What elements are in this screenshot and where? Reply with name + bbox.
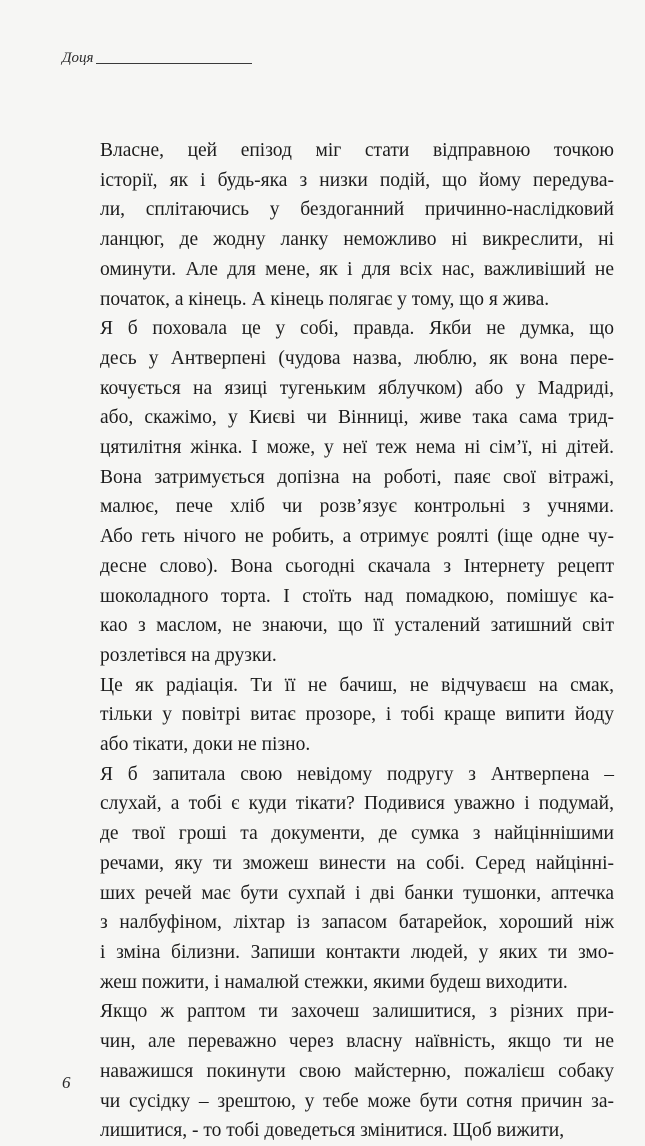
text-line: де твої гроші та документи, де сумка з найціннішими [100,823,614,845]
text-line: з налбуфіном, ліхтар із запасом батарейок, хороший ніж [100,912,614,934]
text-line: Я б запитала свою невідому подругу з Антверпена – [100,763,614,785]
text-line: Власне, цей епізод міг стати відправною точкою [100,140,614,161]
text-line: шоколадного торта. І стоїть над помадкою, помішує ка- [100,585,614,607]
text-line: історії, як і будь-яка з низки подій, що йому передува- [100,169,614,191]
text-line: Або геть нічого не робить, а отримує роялті (іще одне чу- [100,526,614,548]
paragraph [62,760,614,998]
text-line: Це як радіація. Ти її не бачиш, не відчуваєш на смак, [100,674,614,696]
text-line: або тікати, доки не пізно. [100,734,311,756]
body-text [62,136,614,1146]
text-line: і зміна білизни. Запиши контакти людей, у яких ти змо- [100,941,614,963]
text-line: або, скажімо, у Києві чи Вінниці, живе така сама трид- [100,407,614,429]
text-line: лишитися, - то тобі доведеться змінитися. Щоб вижити, [100,1120,565,1142]
text-line: малює, пече хліб чи розв’язує контрольні з учнями. [100,496,614,518]
text-line: ланцюг, де жодну ланку неможливо ні викреслити, ні [100,229,614,251]
paragraph [62,314,614,670]
text-line: чин, але переважно через власну наївність, якщо ти не [100,1031,614,1053]
text-line: цятилітня жінка. І може, у неї теж нема ні сім’ї, ні дітей. [100,437,614,459]
text-line: жеш пожити, і намалюй стежки, якими будеш виходити. [100,971,568,993]
text-line: Я б поховала це у собі, правда. Якби не думка, що [100,318,614,340]
page-number: 6 [62,1073,71,1092]
text-line: чи сусідку – зрештою, у тебе може бути сотня причин за- [100,1090,614,1112]
paragraph [62,136,614,314]
running-title: Доця [62,50,94,66]
running-header [62,50,252,67]
text-line: десь у Антверпені (чудова назва, люблю, як вона пере- [100,347,614,369]
text-line: слухай, а тобі є куди тікати? Подивися уважно і подумай, [100,793,614,815]
text-line: као з маслом, не знаючи, що її усталений затишний світ [100,615,614,637]
text-line: ших речей має бути сухпай і дві банки тушонки, аптечка [100,882,614,904]
text-line: початок, а кінець. А кінець полягає у тому, що я жива. [100,288,550,310]
text-line: тільки у повітрі витає прозоре, і тобі краще випити йоду [100,704,614,726]
text-line: речами, яку ти зможеш винести на собі. Серед найцінні- [100,852,614,874]
text-line: десне слово). Вона сьогодні скачала з Інтернету рецепт [100,555,614,577]
header-rule [96,63,252,64]
text-line: наважишся покинути свою майстерню, пожалієш собаку [100,1060,614,1082]
text-line: розлетівся на друзки. [100,644,277,666]
text-line: оминути. Але для мене, як і для всіх нас, важливіший не [100,258,614,280]
text-line: ли, сплітаючись у бездоганний причинно-наслідковий [100,199,614,221]
text-line: Якщо ж раптом ти захочеш залишитися, з різних при- [100,1001,614,1023]
paragraph [62,997,614,1146]
text-line: кочується на язиці тугеньким яблучком) або у Мадриді, [100,377,614,399]
text-line: Вона затримується допізна на роботі, паяє свої вітражі, [100,466,614,488]
paragraph [62,671,614,760]
